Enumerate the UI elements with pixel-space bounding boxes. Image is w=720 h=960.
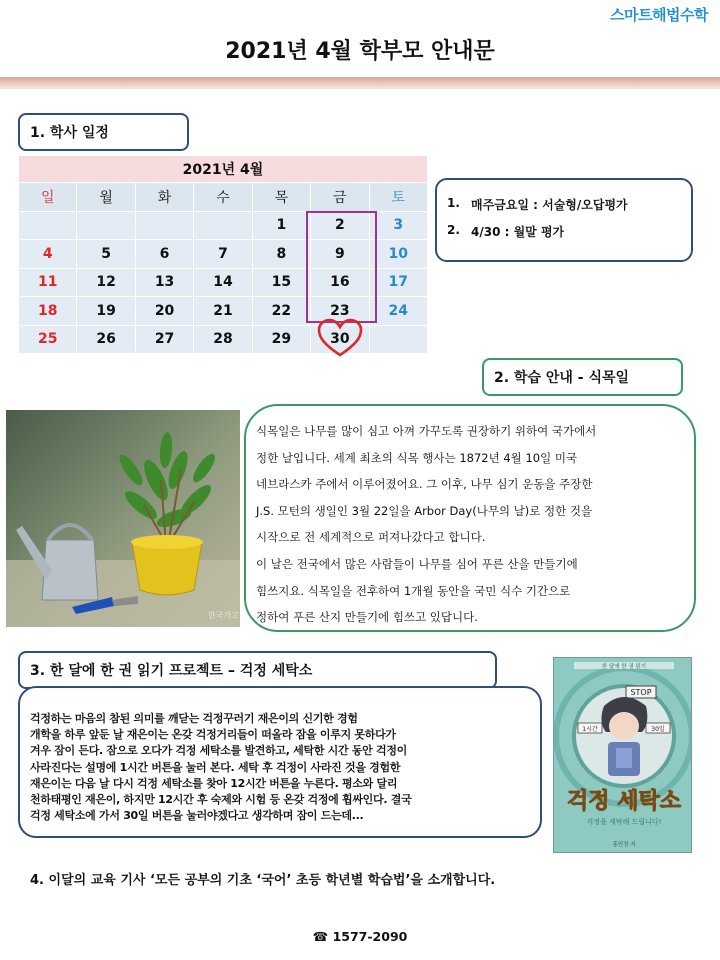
weekday-header: 목 xyxy=(252,183,310,212)
calendar-day-cell: 2 xyxy=(311,211,369,240)
section3-heading xyxy=(18,651,497,689)
schedule-note-text: 4/30 : 월말 평가 xyxy=(471,225,565,239)
calendar-day-cell: 7 xyxy=(194,240,252,269)
calendar-day-cell: 21 xyxy=(194,297,252,326)
calendar-day-cell: 14 xyxy=(194,268,252,297)
book-summary-line: 겨우 잠이 든다. 잠으로 오다가 걱정 세탁소를 발견하고, 세탁한 시간 동안 걱정이 xyxy=(30,744,408,758)
section1-heading xyxy=(18,113,189,151)
calendar-day-cell xyxy=(194,211,252,240)
calendar-day-cell: 25 xyxy=(19,325,77,354)
section2-heading xyxy=(482,358,683,396)
phone-line xyxy=(0,929,720,944)
calendar-day-cell: 8 xyxy=(252,240,310,269)
plant-illustration xyxy=(6,410,240,627)
book-cover-art xyxy=(554,658,692,853)
plant-photo xyxy=(6,410,240,627)
calendar-day-cell: 18 xyxy=(19,297,77,326)
schedule-note-number: 1. xyxy=(447,196,460,210)
calendar-day-cell: 13 xyxy=(135,268,193,297)
book-summary-line: 천하태평인 재은이, 하지만 12시간 후 숙제와 시험 등 온갖 걱정에 휩싸인다. 결국 xyxy=(30,793,412,807)
calendar-month-label: 2021년 4월 xyxy=(19,156,428,183)
book-subtitle: 걱정을 세탁해 드립니다! xyxy=(586,818,662,826)
calendar-day-cell: 28 xyxy=(194,325,252,354)
schedule-note xyxy=(447,196,691,213)
weekday-header: 토 xyxy=(369,183,427,212)
section2-heading-text: 2. 학습 안내 - 식목일 xyxy=(494,370,630,386)
calendar-day-cell: 15 xyxy=(252,268,310,297)
calendar-day-cell: 17 xyxy=(369,268,427,297)
arbor-day-line: 힘쓰지요. 식목일을 전후하여 1개월 동안을 국민 식수 기간으로 xyxy=(256,583,571,598)
arbor-day-line: 정하여 푸른 산지 만들기에 힘쓰고 있답니다. xyxy=(256,610,478,625)
calendar-day-cell: 27 xyxy=(135,325,193,354)
arbor-day-text xyxy=(256,418,688,631)
weekday-header: 금 xyxy=(311,183,369,212)
arbor-day-line: 시작으로 전 세계적으로 퍼져나갔다고 합니다. xyxy=(256,530,486,545)
calendar-day-cell: 9 xyxy=(311,240,369,269)
calendar-day-cell: 19 xyxy=(77,297,135,326)
book-summary-line: 걱정하는 마음의 참된 의미를 깨닫는 걱정꾸러기 재은이의 신기한 경험 xyxy=(30,712,358,725)
calendar-day-cell: 20 xyxy=(135,297,193,326)
arbor-day-line: J.S. 모턴의 생일인 3월 22일을 Arbor Day(나무의 날)로 정한 것을 xyxy=(256,503,593,518)
calendar-day-cell: 23 xyxy=(311,297,369,326)
calendar-day-cell xyxy=(77,211,135,240)
calendar-day-cell: 11 xyxy=(19,268,77,297)
weekday-header: 수 xyxy=(194,183,252,212)
calendar-day-cell: 26 xyxy=(77,325,135,354)
section1-heading-text: 1. 학사 일정 xyxy=(30,125,109,141)
calendar-day-cell xyxy=(19,211,77,240)
calendar-day-cell: 1 xyxy=(252,211,310,240)
calendar-day-cell: 10 xyxy=(369,240,427,269)
calendar-day-cell: 4 xyxy=(19,240,77,269)
calendar-day-cell xyxy=(369,325,427,354)
section3-heading-text: 3. 한 달에 한 권 읽기 프로젝트 – 걱정 세탁소 xyxy=(30,663,313,679)
calendar-day-cell: 22 xyxy=(252,297,310,326)
calendar-week-row xyxy=(19,325,428,354)
title-divider xyxy=(0,77,720,89)
page-title: 2021년 4월 학부모 안내문 xyxy=(225,39,495,64)
calendar-day-cell: 6 xyxy=(135,240,193,269)
calendar-day-cell xyxy=(135,211,193,240)
schedule-notes xyxy=(435,178,693,262)
schedule-note-text: 매주금요일 : 서술형/오답평가 xyxy=(471,198,628,212)
schedule-note xyxy=(447,223,691,240)
calendar-day-cell: 30 xyxy=(311,325,369,354)
book-summary-line: 재은이는 다음 날 다시 걱정 세탁소를 찾아 12시간 버튼을 누른다. 평소와 달리 xyxy=(30,776,398,790)
heart-icon xyxy=(317,318,363,358)
calendar-day-cell: 12 xyxy=(77,268,135,297)
friday-highlight-box xyxy=(306,211,377,323)
book-summary-text xyxy=(30,711,536,824)
calendar-day-cell: 16 xyxy=(311,268,369,297)
calendar-day-cell: 5 xyxy=(77,240,135,269)
book-series: 한 달에 한 권 읽기 xyxy=(601,664,647,670)
arbor-day-line: 네브라스카 주에서 이루어졌어요. 그 이후, 나무 심기 운동을 주장한 xyxy=(256,477,593,492)
book-author: 홍민정 저 xyxy=(612,842,636,848)
stop-sign: STOP xyxy=(630,688,652,697)
calendar-day-cell: 3 xyxy=(369,211,427,240)
arbor-day-line: 정한 날입니다. 세계 최초의 식목 행사는 1872년 4월 10일 미국 xyxy=(256,450,578,465)
book-summary-line: 개학을 하루 앞둔 날 재은이는 온갖 걱정거리들이 떠올라 잠을 이루지 못하다가 xyxy=(30,728,396,742)
book-sign-1: 1시간 xyxy=(582,726,598,733)
schedule-note-number: 2. xyxy=(447,223,460,237)
phone-number: 1577-2090 xyxy=(332,929,408,944)
arbor-day-line: 식목일은 나무를 많이 심고 아껴 가꾸도록 권장하기 위하여 국가에서 xyxy=(256,424,597,438)
photo-caption: 한국가고 xyxy=(208,611,239,620)
book-summary-line: 걱정 세탁소에 가서 30일 버튼을 눌러야겠다고 생각하며 잠이 드는데... xyxy=(30,809,364,823)
book-summary-line: 사라진다는 설명에 1시간 버튼을 눌러 본다. 세탁 후 걱정이 사라진 것을 경험한 xyxy=(30,760,401,774)
weekday-header: 화 xyxy=(135,183,193,212)
arbor-day-line: 이 날은 전국에서 많은 사람들이 나무를 심어 푸른 산을 만들기에 xyxy=(256,556,578,571)
book-sign-2: 30일 xyxy=(651,726,665,733)
book-cover xyxy=(553,657,692,853)
phone-icon: ☎ xyxy=(312,929,329,944)
weekday-header: 월 xyxy=(77,183,135,212)
weekday-header: 일 xyxy=(19,183,77,212)
brand-logo: 스마트해법수학 xyxy=(610,6,708,24)
calendar-day-cell: 29 xyxy=(252,325,310,354)
calendar-day-cell: 24 xyxy=(369,297,427,326)
section4-text: 4. 이달의 교육 기사 ‘모든 공부의 기초 ‘국어’ 초등 학년별 학습법’을 소개합니다. xyxy=(30,873,496,888)
book-title: 걱정 세탁소 xyxy=(567,789,681,814)
